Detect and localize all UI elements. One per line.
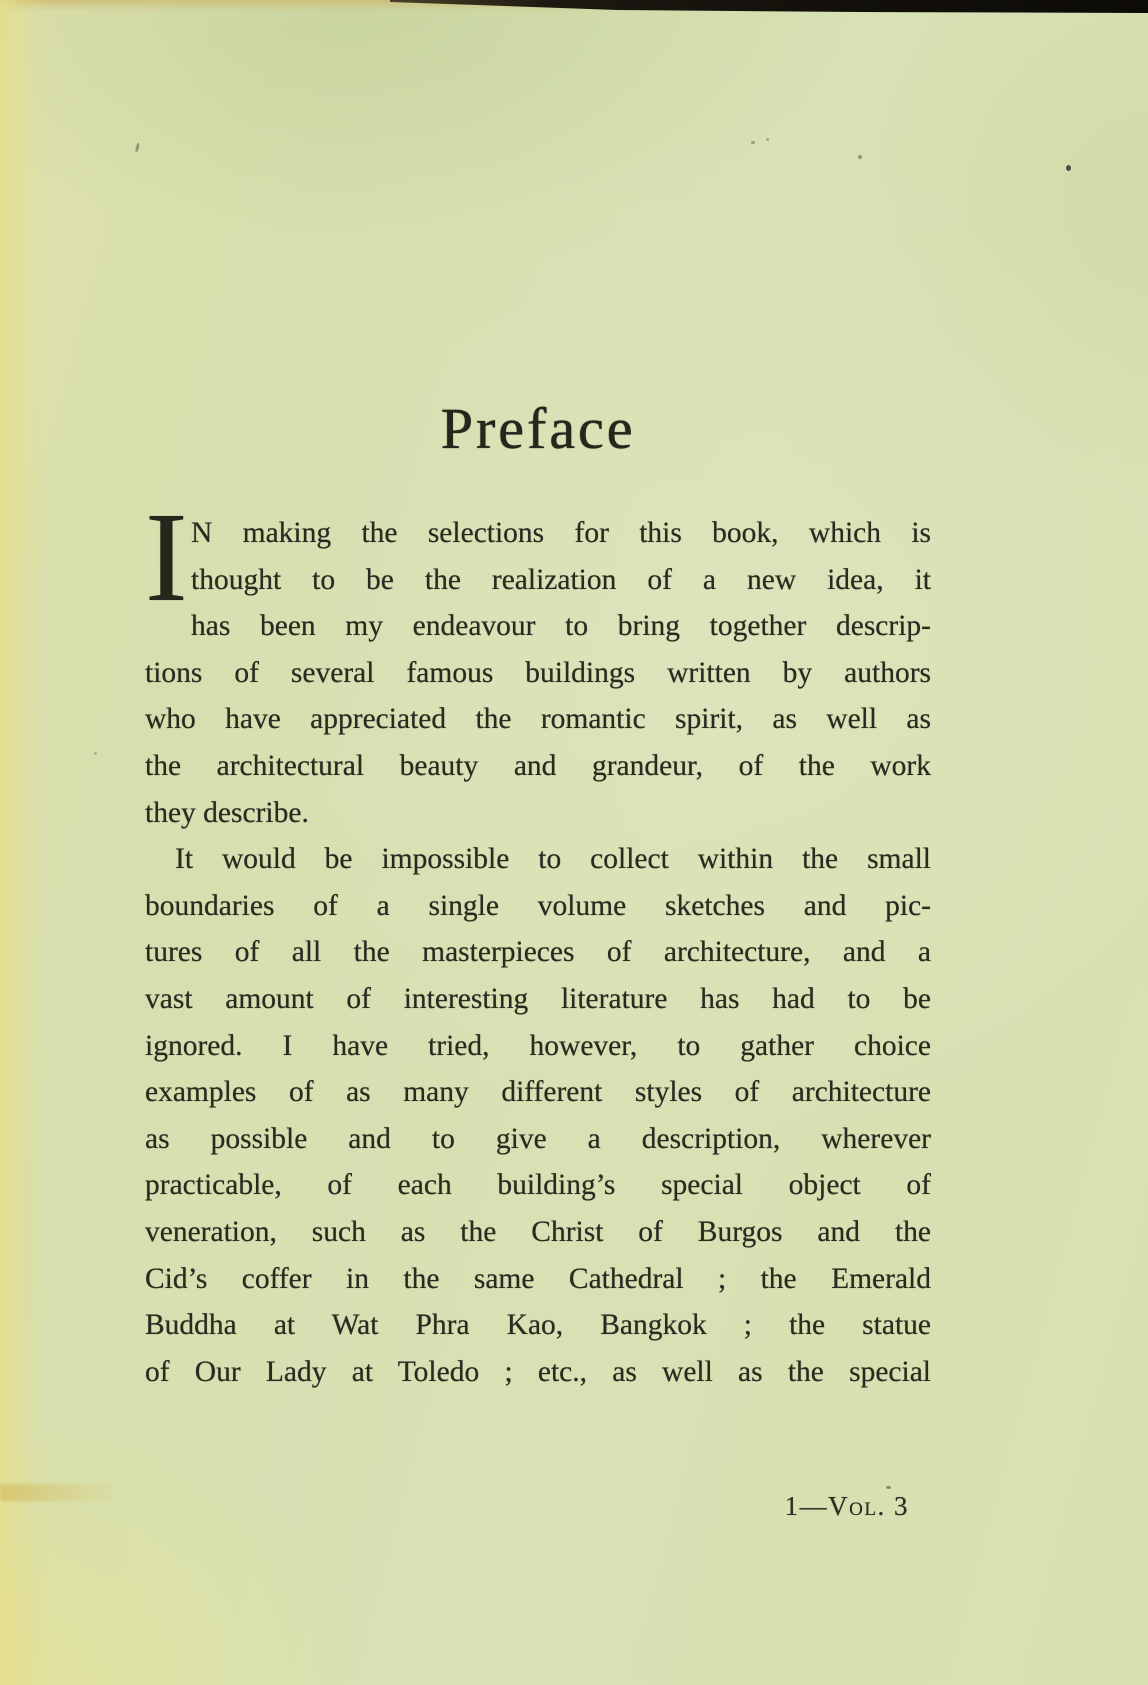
paragraph: [145, 486, 931, 836]
paragraph-line: boundaries of a single volume sketches and pic-: [145, 889, 931, 922]
paragraph-line: Cid’s coffer in the same Cathedral ; the Emerald: [145, 1262, 931, 1295]
paragraph-line: thought to be the realization of a new idea, it: [191, 563, 931, 596]
paragraph-line: practicable, of each building’s special object of: [145, 1169, 931, 1202]
paragraph-line: veneration, such as the Christ of Burgos and the: [145, 1215, 931, 1248]
scan-edge-left: [0, 0, 46, 1685]
paragraph-line: the architectural beauty and grandeur, of the work: [145, 749, 931, 782]
paragraph-line: has been my endeavour to bring together descrip-: [191, 610, 931, 643]
paragraph-line: of Our Lady at Toledo ; etc., as well as the special: [145, 1355, 931, 1388]
scan-speck: [1066, 165, 1071, 171]
paragraph-line: vast amount of interesting literature has had to be: [145, 982, 931, 1015]
paragraph-line: ignored. I have tried, however, to gather choice: [145, 1029, 931, 1062]
page-title: Preface: [440, 396, 636, 461]
paragraph-line: examples of as many different styles of architecture: [145, 1076, 931, 1109]
volume-signature: 1—Vol. 3: [784, 1491, 909, 1522]
paragraph-line: tions of several famous buildings written by authors: [145, 656, 931, 689]
page-content: [145, 0, 931, 1523]
preface-body-text: [145, 486, 931, 1395]
scan-speck: [135, 143, 140, 152]
paragraph-line: who have appreciated the romantic spirit, as well as: [145, 703, 931, 736]
drop-cap: I: [145, 486, 188, 628]
paragraph-line: N making the selections for this book, which is: [191, 517, 931, 549]
paragraph-line: tures of all the masterpieces of architecture, and a: [145, 936, 931, 969]
paragraph-line: they describe.: [145, 796, 309, 829]
paragraph-line: as possible and to give a description, wherever: [145, 1122, 931, 1155]
paragraph-line: Buddha at Wat Phra Kao, Bangkok ; the statue: [145, 1309, 931, 1342]
scan-streak: [0, 1484, 120, 1501]
paragraph: [145, 836, 931, 1395]
scan-speck: [94, 752, 97, 755]
paragraph-line: It would be impossible to collect within the small: [175, 843, 931, 876]
